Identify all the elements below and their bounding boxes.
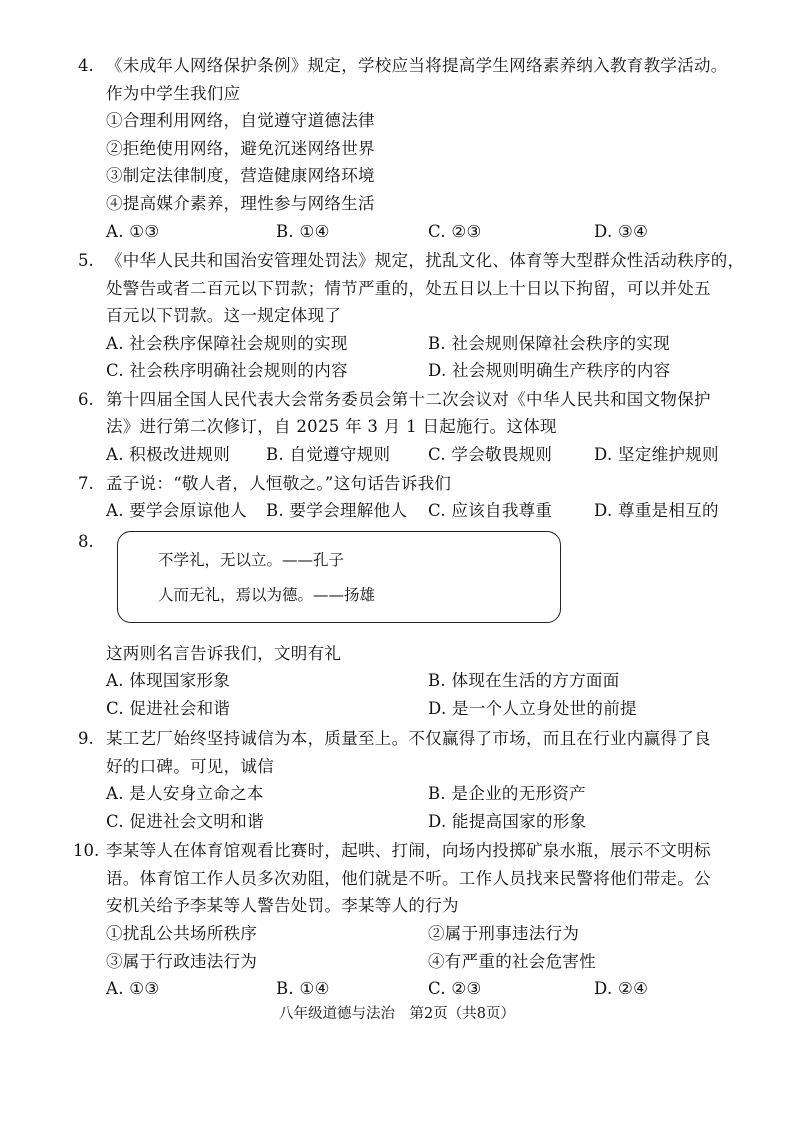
- option-b: B. 要学会理解他人: [266, 501, 408, 520]
- quote-yang-xiong: 人而无礼，焉以为德。——扬雄: [158, 586, 376, 604]
- option-d: D. ②④: [594, 979, 649, 998]
- option-a: A. 积极改进规则: [106, 445, 231, 464]
- option-a: A. 要学会原谅他人: [106, 501, 247, 520]
- question-number: 6.: [78, 390, 94, 409]
- question-number: 10.: [73, 841, 100, 860]
- question-stem: 安机关给予李某等人警告处罚。李某等人的行为: [106, 896, 459, 915]
- option-b: B. 体现在生活的方方面面: [428, 671, 620, 690]
- option-c: C. ②③: [428, 222, 482, 241]
- question-number: 9.: [78, 729, 94, 748]
- question-stem: 处警告或者二百元以下罚款；情节严重的，处五日以上十日以下拘留，可以并处五: [106, 279, 711, 298]
- statement-item: ①扰乱公共场所秩序: [106, 924, 258, 943]
- option-a: A. 是人安身立命之本: [106, 784, 264, 803]
- option-b: B. ①④: [276, 979, 330, 998]
- statement-item: ①合理利用网络，自觉遵守道德法律: [106, 111, 375, 130]
- question-stem: 李某等人在体育馆观看比赛时，起哄、打闹，向场内投掷矿泉水瓶，展示不文明标: [106, 841, 711, 860]
- question-number: 5.: [78, 251, 94, 270]
- quote-confucius: 不学礼，无以立。——孔子: [158, 551, 345, 569]
- option-c: C. 应该自我尊重: [428, 501, 553, 520]
- option-c: C. 促进社会和谐: [106, 699, 231, 718]
- question-stem: 这两则名言告诉我们，文明有礼: [106, 644, 342, 663]
- option-d: D. 是一个人立身处世的前提: [428, 699, 637, 718]
- page-footer: 八年级道德与法治 第2页（共8页）: [279, 1006, 515, 1022]
- option-c: C. 学会敬畏规则: [428, 445, 553, 464]
- statement-item: ③属于行政违法行为: [106, 952, 258, 971]
- option-c: C. 促进社会文明和谐: [106, 812, 264, 831]
- question-stem: 某工艺厂始终坚持诚信为本，质量至上。不仅赢得了市场，而且在行业内赢得了良: [106, 729, 711, 748]
- question-number: 8.: [78, 532, 94, 551]
- option-b: B. ①④: [276, 222, 330, 241]
- question-stem: 孟子说：“敬人者，人恒敬之。”这句话告诉我们: [106, 474, 452, 493]
- option-a: A. ①③: [106, 979, 160, 998]
- question-number: 4.: [78, 56, 94, 75]
- option-d: D. 能提高国家的形象: [428, 812, 587, 831]
- option-d: D. ③④: [594, 222, 649, 241]
- option-d: D. 坚定维护规则: [594, 445, 719, 464]
- option-b: B. 自觉遵守规则: [266, 445, 391, 464]
- statement-item: ②拒绝使用网络，避免沉迷网络世界: [106, 139, 375, 158]
- quote-box: [117, 531, 561, 623]
- statement-item: ②属于刑事违法行为: [428, 924, 580, 943]
- option-c: C. ②③: [428, 979, 482, 998]
- question-number: 7.: [78, 474, 94, 493]
- option-b: B. 社会规则保障社会秩序的实现: [428, 334, 670, 353]
- question-stem: 《中华人民共和国治安管理处罚法》规定，扰乱文化、体育等大型群众性活动秩序的，: [106, 251, 745, 270]
- statement-item: ④有严重的社会危害性: [428, 952, 596, 971]
- option-d: D. 尊重是相互的: [594, 501, 719, 520]
- option-b: B. 是企业的无形资产: [428, 784, 586, 803]
- option-c: C. 社会秩序明确社会规则的内容: [106, 361, 348, 380]
- question-stem: 语。体育馆工作人员多次劝阻，他们就是不听。工作人员找来民警将他们带走。公: [106, 869, 711, 888]
- statement-item: ③制定法律制度，营造健康网络环境: [106, 166, 375, 185]
- question-stem: 作为中学生我们应: [106, 84, 241, 103]
- question-stem: 《未成年人网络保护条例》规定，学校应当将提高学生网络素养纳入教育教学活动。: [106, 56, 728, 75]
- statement-item: ④提高媒介素养，理性参与网络生活: [106, 194, 375, 213]
- option-a: A. 体现国家形象: [106, 671, 231, 690]
- question-stem: 百元以下罚款。这一规定体现了: [106, 306, 342, 325]
- option-a: A. ①③: [106, 222, 160, 241]
- option-d: D. 社会规则明确生产秩序的内容: [428, 361, 671, 380]
- question-stem: 法》进行第二次修订，自 2025 年 3 月 1 日起施行。这体现: [106, 417, 557, 436]
- option-a: A. 社会秩序保障社会规则的实现: [106, 334, 348, 353]
- question-stem: 好的口碑。可见，诚信: [106, 757, 274, 776]
- question-stem: 第十四届全国人民代表大会常务委员会第十二次会议对《中华人民共和国文物保护: [106, 390, 711, 409]
